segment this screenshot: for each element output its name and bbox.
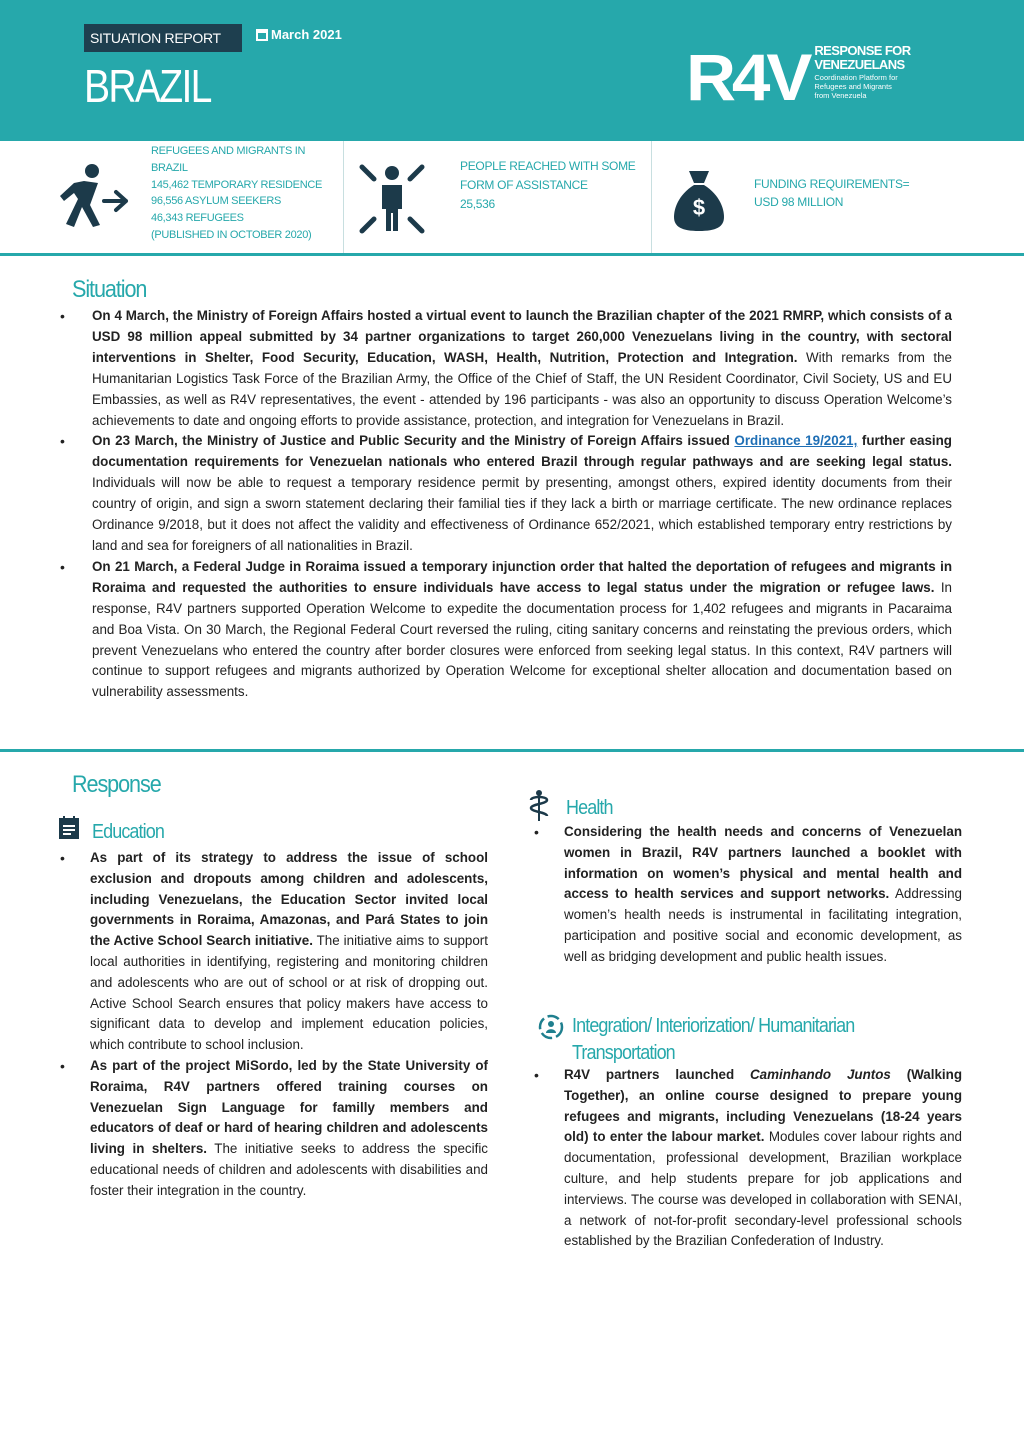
situation-b3-text: In response, R4V partners supported Operation Welcome to expedite the documentation process for 1,402 refugees and migrants in Pacaraima and Boa Vista. On 30 March, the Regional Federal Court reversed the ruling, citing sanitary concerns and reinstating the previous orders, which prevent Venezuelans who entered the country after border closures were enforced from seeking legal status. In this context, R4V partners will continue to support refugees and migrants authorized by Operation Welcome for exceptional shelter allocation and documentation based on vulnerability assessments. [92,579,953,700]
logo-sub-3: from Venezuela [814,91,867,100]
stat-divider [651,141,652,253]
education-b1-text: The initiative aims to support local authorities in identifying, registering and monitoring children and adolescents who are out of school or at risk of dropping out. Active School Search ensures that policy makers have access to significant data to develop and implement education policies, which contribute to school inclusion. [90,933,488,1053]
integration-list [534,1065,962,1252]
education-list [60,848,488,1202]
health-heading: Health [566,797,613,819]
situation-b2-bold-2: further easing documentation requirements for Venezuelan nationals who entered Brazil through regular pathways and are seeking legal status. [92,433,952,470]
person-walking-icon [50,161,132,233]
refugees-line-1: REFUGEES AND MIGRANTS IN [151,145,306,157]
r4v-logo [686,40,914,114]
logo-sub-2: Refugees and Migrants [814,82,892,91]
report-date-text: March 2021 [271,27,342,42]
refugees-line-6: (PUBLISHED IN OCTOBER 2020) [151,228,312,241]
integration-b1-text: Modules cover labour rights and documentation, professional development, Brazilian workplace culture, and help students prepare for job applications and interviews. The course was developed in collaboration with SENAI, a network of not-for-profit secondary-level professional schools established by the Brazilian Confederation of Industry. [564,1129,962,1249]
integration-heading-2: Transportation [572,1042,675,1064]
situation-heading: Situation [72,276,147,303]
stat-divider [343,141,344,253]
integration-b1-italic: Caminhando Juntos [750,1067,891,1082]
response-heading: Response [72,771,161,798]
education-b2-text: The initiative seeks to address the specific educational needs of children and adolescents with disabilities and foster their integration in the country. [90,1141,488,1198]
logo-mark: R4V [686,40,809,114]
integration-heading [572,1013,854,1067]
refugees-line-2: BRAZIL [151,161,188,174]
list-item [60,1056,488,1202]
calendar-icon [256,29,268,41]
integration-cycle-icon [536,1012,566,1042]
situation-b2-bold: On 23 March, the Ministry of Justice and Public Security and the Ministry of Foreign Affairs issued [92,433,735,449]
dollar-sign-glyph: $ [692,195,706,220]
health-b1-bold: Considering the health needs and concerns of Venezuelan women in Brazil, R4V partners launched a booklet with information on women’s physical and mental health and access to health services and support networks. [564,824,962,902]
report-date [256,27,342,42]
situation-b3-bold: On 21 March, a Federal Judge in Roraima issued a temporary injunction order that halted the deportation of refugees and migrants in Roraima and requested the authorities to ensure individuals have access to legal status under the migration or refugee laws. [92,558,952,595]
list-item [534,822,962,968]
integration-b1-bold-a: R4V partners launched [564,1067,750,1082]
key-figures-bar [0,141,1024,256]
education-b1-bold: As part of its strategy to address the issue of school exclusion and dropouts among children and adolescents, including Venezuelans, the Education Sector invited local governments in Roraima, Amazonas, and Pará States to join the Active School Search initiative. [90,850,488,949]
health-list [534,822,962,968]
reached-line-1: PEOPLE REACHED WITH SOME [460,159,636,173]
education-book-icon [58,816,80,840]
logo-text [814,44,914,100]
integration-b1-bold-b: (Walking Together), an online course designed to prepare young refugees and migrants, including Venezuelans (18-24 years old) to enter the labour market. [564,1067,962,1145]
report-type-badge: SITUATION REPORT [84,24,242,52]
funding-stat [754,175,974,211]
section-divider [0,749,1024,752]
logo-title-1: RESPONSE FOR [814,43,911,58]
situation-list [60,306,952,703]
integration-heading-1: Integration/ Interiorization/ Humanitarian [572,1015,855,1037]
header-banner [0,0,1024,141]
situation-b2-text: Individuals will now be able to request a temporary residence permit by presenting, amongst others, expired identity documents from their country of origin, and sign a sworn statement declaring their familial ties if they lack a birth or marriage certificate. The new ordinance replaces Ordinance 9/2018, but it does not affect the validity and effectiveness of Ordinance 652/2021, which established temporary entry restrictions by land and sea for foreigners of all nationalities in Brazil. [92,475,952,553]
reached-line-2: FORM OF ASSISTANCE [460,178,588,192]
health-b1-text: Addressing women’s health needs is instrumental in facilitating integration, participation and positive social and economic development, as well as bridging development and public health issues. [564,886,962,964]
funding-line-2: USD 98 MILLION [754,195,844,209]
situation-b1-bold: On 4 March, the Ministry of Foreign Affairs hosted a virtual event to launch the Brazilian chapter of the 2021 RMRP, which consists of a USD 98 million appeal submitted by 34 partner organizations to target 260,000 Venezuelans living in the country, with sectoral interventions in Shelter, Food Security, Education, WASH, Health, Nutrition, Protection and Integration. [92,308,952,365]
refugees-line-3: 145,462 TEMPORARY RESIDENCE [151,178,323,191]
health-caduceus-icon [527,790,551,822]
education-heading: Education [92,821,164,843]
situation-b1-text: With remarks from the Humanitarian Logistics Task Force of the Brazilian Army, the Office of the Chief of Staff, the UN Resident Coordinator, Civil Society, US and EU Embassies, as well as R4V representatives, the event - attended by 196 participants - was also an opportunity to discuss Operation Welcome’s achievements to date and ongoing efforts to provide assistance, protection, and integration for Venezuelans in Brazil. [92,349,952,428]
refugees-stat [151,143,341,244]
refugees-line-5: 46,343 REFUGEES [151,212,244,225]
list-item [60,431,952,556]
ordinance-link[interactable]: Ordinance 19/2021, [734,433,858,449]
logo-title-2: VENEZUELANS [814,57,905,72]
list-item [534,1065,962,1252]
education-b2-bold: As part of the project MiSordo, led by the State University of Roraima, R4V partners offered training courses on Venezuelan Sign Language for familly members and educators of deaf or hard of hearing children and adolescents living in shelters. [90,1057,488,1157]
list-item [60,557,952,703]
refugees-line-4: 96,556 ASYLUM SEEKERS [151,195,282,208]
list-item [60,848,488,1056]
reached-line-3: 25,536 [460,197,495,211]
reached-stat [460,157,650,214]
list-item [60,306,952,431]
person-reached-icon [356,161,428,237]
logo-sub-1: Coordination Platform for [814,73,898,82]
country-title: BRAZIL [84,60,211,112]
funding-line-1: FUNDING REQUIREMENTS= [754,177,910,191]
